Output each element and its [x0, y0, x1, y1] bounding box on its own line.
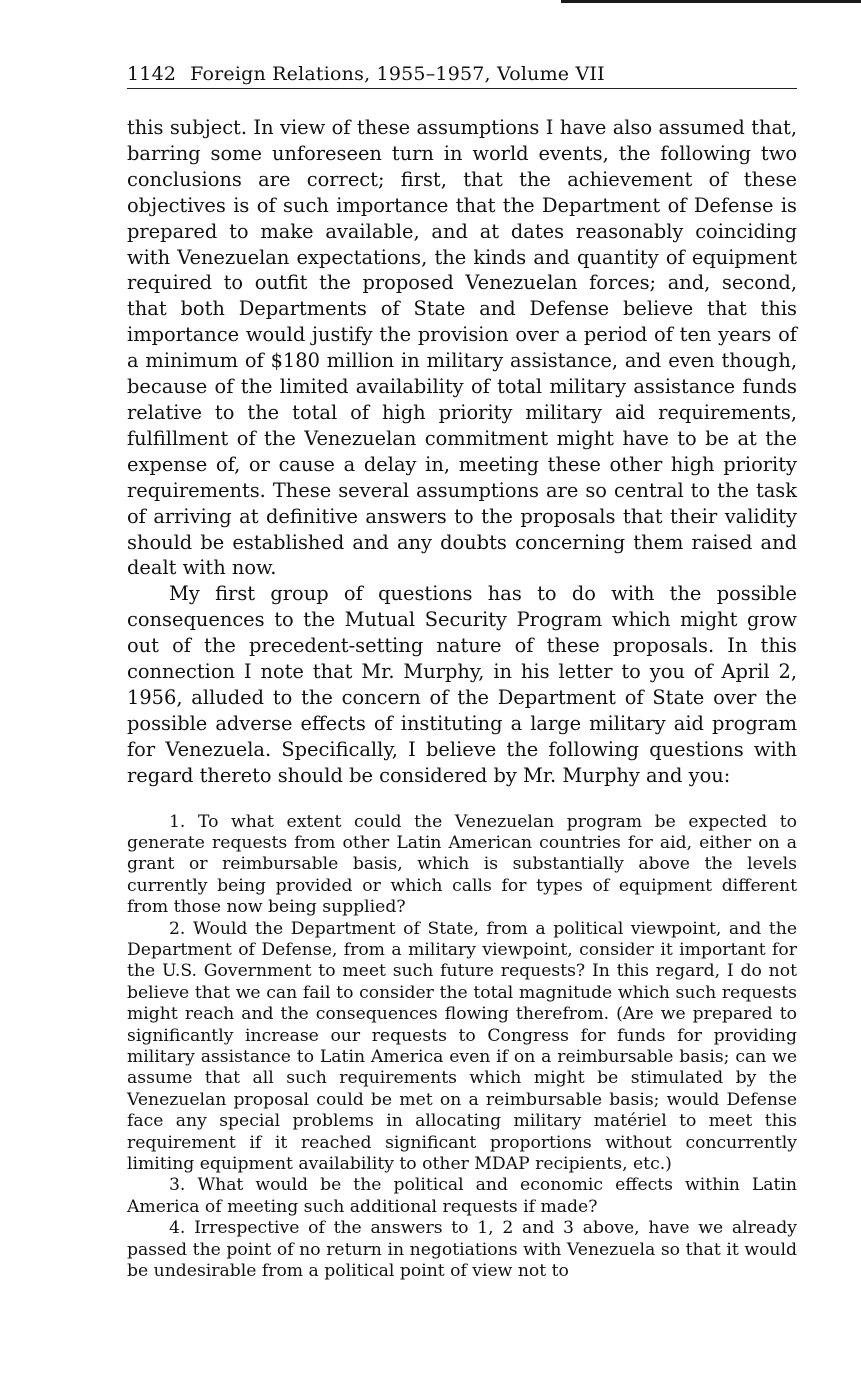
question-item: 2. Would the Department of State, from a political viewpoint, and the Department of Defense, from a military viewpoint, consider it important for the U.S. Government to meet such future requests? In this regard, I do not believe that we can fail to consider the total magnitude which such requests might reach and the consequences flowing therefrom. (Are we prepared to significantly increase our requests to Congress for funds for providing military assistance to Latin America even if on a reimbursable basis; can we assume that all such requirements which might be stimulated by the Venezuelan proposal could be met on a reimbursable basis; would Defense face any special problems in allocating military matériel to meet this requirement if it reached significant proportions without concurrently limiting equipment availability to other MDAP recipients, etc.): [127, 918, 797, 1175]
paragraph-continued: this subject. In view of these assumptions I have also assumed that, barring some unforeseen turn in world events, the following two conclusions are correct; first, that the achievement of these objectives is of such importance that the Department of Defense is prepared to make available, and at dates reasonably coinciding with Venezuelan expectations, the kinds and quantity of equipment required to outfit the proposed Venezuelan forces; and, second, that both Departments of State and Defense believe that this importance would justify the provision over a period of ten years of a minimum of $180 million in military assistance, and even though, because of the limited availability of total military assistance funds relative to the total of high priority military aid requirements, fulfillment of the Venezuelan commitment might have to be at the expense of, or cause a delay in, meeting these other high priority requirements. These several assumptions are so central to the task of arriving at definitive answers to the proposals that their validity should be established and any doubts concerning them raised and dealt with now.: [127, 116, 797, 580]
question-list: [127, 812, 797, 1283]
page-number: 1142: [127, 63, 177, 85]
question-item: 3. What would be the political and economic effects within Latin America of meeting such additional requests if made?: [127, 1175, 797, 1217]
paragraph: My first group of questions has to do with the possible consequences to the Mutual Security Program which might grow out of the precedent-setting nature of these proposals. In this connection I note that Mr. Murphy, in his letter to you of April 2, 1956, alluded to the concern of the Department of State over the possible adverse effects of instituting a large military aid program for Venezuela. Specifically, I believe the following questions with regard thereto should be considered by Mr. Murphy and you:: [127, 582, 797, 787]
body-text: [127, 115, 797, 789]
scan-edge-bar: [561, 0, 861, 3]
running-title: Foreign Relations, 1955–1957, Volume VII: [190, 63, 605, 85]
document-page: [127, 62, 797, 1283]
question-item: 4. Irrespective of the answers to 1, 2 and 3 above, have we already passed the point of no return in negotiations with Venezuela so that it would be undesirable from a political point of view not to: [127, 1218, 797, 1282]
question-item: 1. To what extent could the Venezuelan program be expected to generate requests from other Latin American countries for aid, either on a grant or reimbursable basis, which is substantially above the levels currently being provided or which calls for types of equipment different from those now being supplied?: [127, 811, 797, 918]
running-header: [127, 62, 797, 89]
